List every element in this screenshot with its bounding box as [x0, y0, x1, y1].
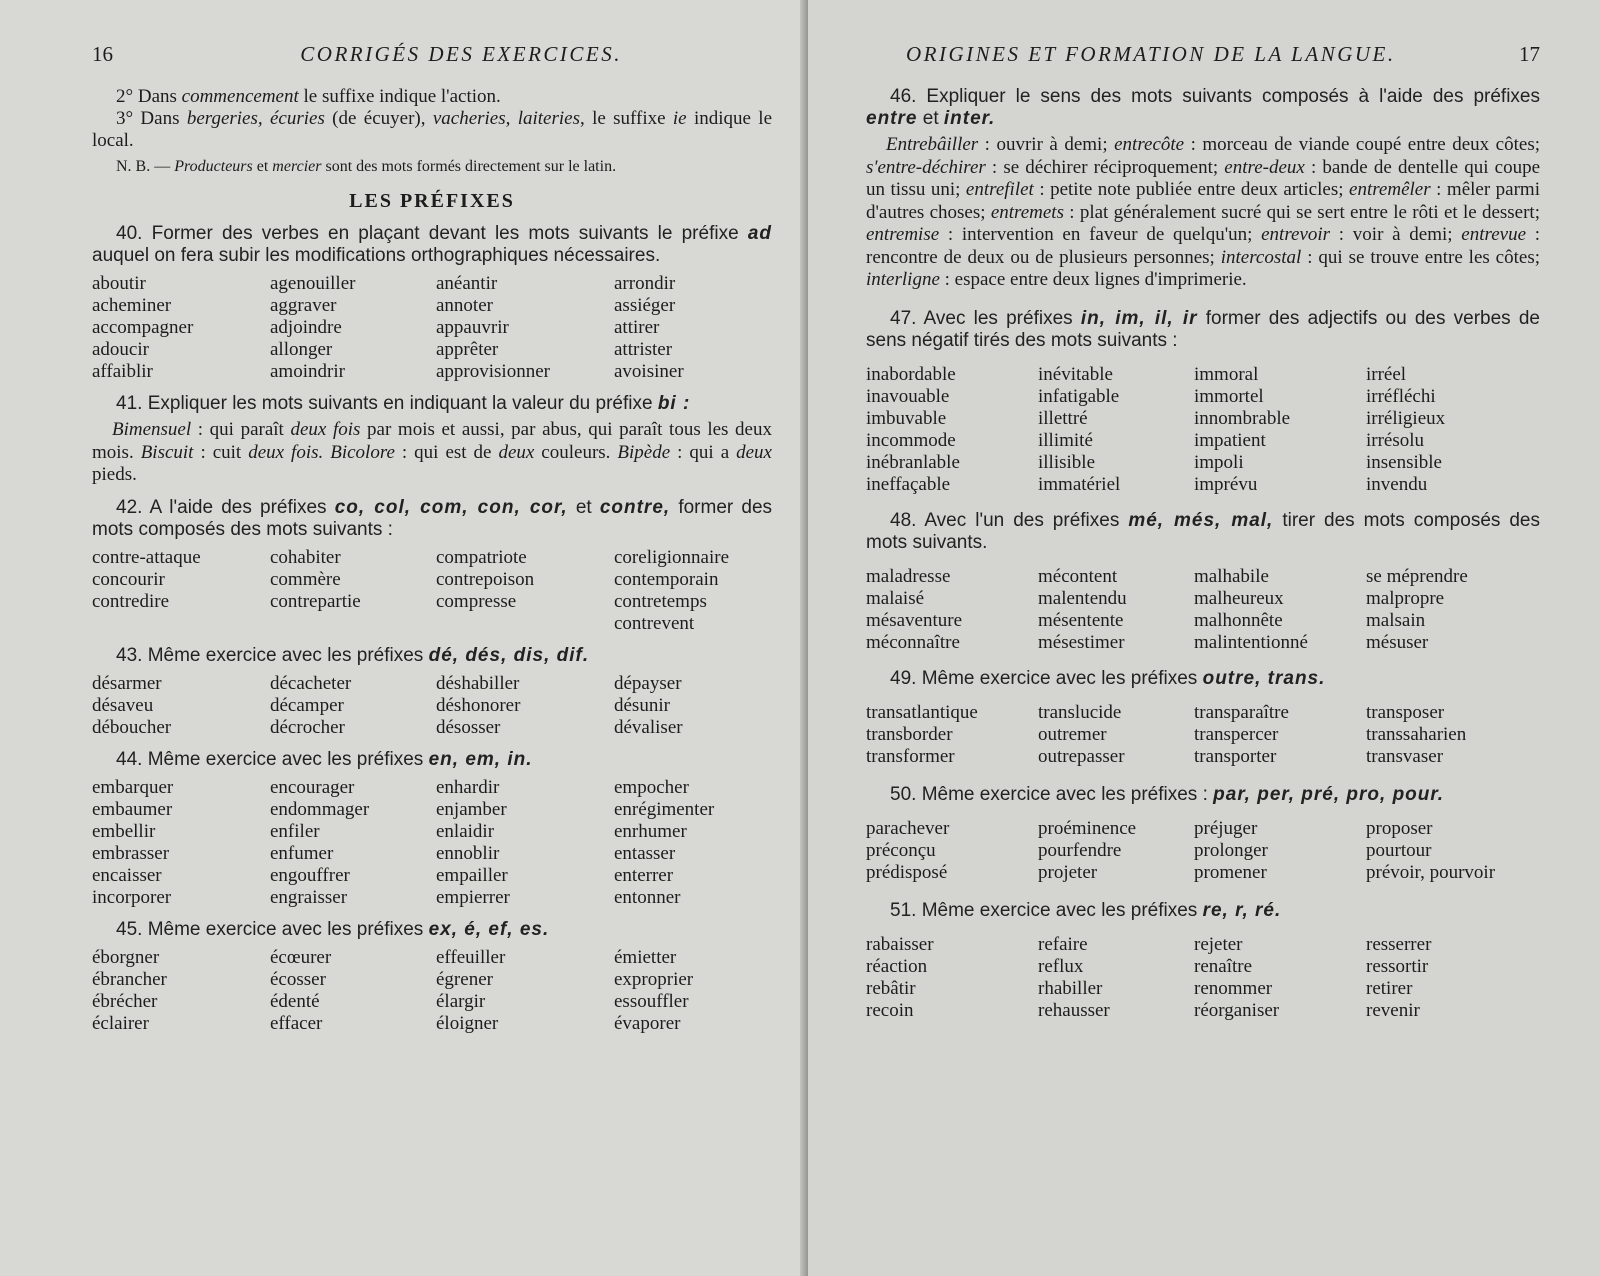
word-item: égrener — [436, 968, 493, 990]
word-item: contrepartie — [270, 590, 361, 612]
word-item: ébrancher — [92, 968, 167, 990]
word-item: engouffrer — [270, 864, 350, 886]
word-item: encaisser — [92, 864, 162, 886]
page-number: 17 — [1519, 42, 1540, 66]
word-item: déshonorer — [436, 694, 521, 716]
word-item: transvaser — [1366, 745, 1444, 767]
word-item: enfiler — [270, 820, 320, 842]
word-item: effacer — [270, 1012, 323, 1034]
right-page — [808, 0, 1600, 1276]
word-item: maladresse — [866, 565, 951, 587]
word-item: compresse — [436, 590, 517, 612]
word-item: malhabile — [1194, 565, 1269, 587]
word-item: rabaisser — [866, 933, 934, 955]
word-item: accompagner — [92, 317, 194, 338]
word-item: embellir — [92, 820, 156, 842]
word-item: ineffaçable — [866, 473, 951, 495]
word-item: illimité — [1038, 429, 1093, 451]
word-item: méconnaître — [866, 631, 960, 653]
exercise-50-words — [866, 818, 1540, 884]
word-item: préjuger — [1194, 817, 1258, 839]
word-column — [92, 547, 270, 635]
word-item: transborder — [866, 723, 953, 745]
word-item: désaveu — [92, 694, 154, 716]
word-item: transpercer — [1194, 723, 1279, 745]
exercise-44-prompt: 44. Même exercice avec les préfixes en, em, in. — [116, 748, 533, 770]
exercise-40-words — [92, 273, 772, 383]
word-item: écœurer — [270, 946, 332, 968]
word-item: amoindrir — [270, 361, 345, 382]
word-item: transatlantique — [866, 701, 978, 723]
word-column — [92, 273, 270, 383]
word-item: pourfendre — [1038, 839, 1122, 861]
word-item: déshabiller — [436, 672, 520, 694]
word-item: décamper — [270, 694, 344, 716]
word-item: impoli — [1194, 451, 1244, 473]
exercise-51-prompt: 51. Même exercice avec les préfixes re, r, ré. — [890, 899, 1282, 921]
word-column — [1038, 818, 1194, 884]
word-item: impatient — [1194, 429, 1266, 451]
word-item: irréligieux — [1366, 407, 1446, 429]
word-item: imprévu — [1194, 473, 1258, 495]
word-item: élargir — [436, 990, 486, 1012]
word-item: décrocher — [270, 716, 345, 738]
word-item: apprêter — [436, 339, 499, 360]
word-item: projeter — [1038, 861, 1098, 883]
word-column — [1366, 818, 1526, 884]
word-item: contre-attaque — [92, 546, 201, 568]
word-column — [1194, 934, 1366, 1022]
word-column — [614, 947, 764, 1035]
running-title: ORIGINES ET FORMATION DE LA LANGUE. — [906, 42, 1396, 66]
word-item: malentendu — [1038, 587, 1127, 609]
word-item: encourager — [270, 776, 355, 798]
word-item: essouffler — [614, 990, 689, 1012]
word-column — [1366, 702, 1526, 768]
word-item: réorganiser — [1194, 999, 1280, 1021]
exercise-49-words — [866, 702, 1540, 768]
word-column — [866, 934, 1038, 1022]
exercise-47-words — [866, 364, 1540, 496]
word-item: enlaidir — [436, 820, 495, 842]
word-item: anéantir — [436, 273, 498, 294]
word-item: embarquer — [92, 776, 174, 798]
word-item: immoral — [1194, 363, 1259, 385]
word-item: évaporer — [614, 1012, 681, 1034]
word-item: promener — [1194, 861, 1267, 883]
exercise-42-words — [92, 547, 772, 635]
word-item: revenir — [1366, 999, 1420, 1021]
word-column — [270, 673, 436, 739]
word-item: rehausser — [1038, 999, 1110, 1021]
word-column — [436, 273, 614, 383]
word-item: insensible — [1366, 451, 1442, 473]
word-item: inavouable — [866, 385, 950, 407]
word-item: cohabiter — [270, 546, 341, 568]
word-column — [866, 702, 1038, 768]
page-number: 16 — [92, 42, 113, 66]
word-column — [866, 566, 1038, 654]
word-item: inévitable — [1038, 363, 1113, 385]
running-title: CORRIGÉS DES EXERCICES. — [300, 42, 622, 66]
word-item: enrégimenter — [614, 798, 715, 820]
word-item: annoter — [436, 295, 493, 316]
word-item: embaumer — [92, 798, 173, 820]
word-item: éclairer — [92, 1012, 149, 1034]
word-item: mécontent — [1038, 565, 1118, 587]
word-item: malheureux — [1194, 587, 1284, 609]
word-item: émietter — [614, 946, 677, 968]
word-item: recoin — [866, 999, 914, 1021]
word-item: entonner — [614, 886, 681, 908]
word-item: désunir — [614, 694, 670, 716]
word-item: approvisionner — [436, 361, 550, 382]
word-item: pourtour — [1366, 839, 1432, 861]
word-item: adjoindre — [270, 317, 342, 338]
right-running-head — [866, 42, 1540, 72]
exercise-41-answer: Bimensuel : qui paraît deux fois par mois et aussi, par abus, qui paraît tous les deux mois. Biscuit : cuit deux fois. Bicolore : qui est de deux couleurs. Bipède : qui a deux pieds. — [92, 419, 772, 485]
exercise-47-prompt: 47. Avec les préfixes in, im, il, ir former des adjectifs ou des verbes de sens négatif tirés des mots suivants : — [866, 307, 1541, 351]
word-column — [1038, 934, 1194, 1022]
word-item: commère — [270, 568, 341, 590]
word-item: édenté — [270, 990, 320, 1012]
word-item: transparaître — [1194, 701, 1289, 723]
word-item: allonger — [270, 339, 333, 360]
word-item: écosser — [270, 968, 326, 990]
word-item: contrevent — [614, 612, 695, 634]
word-item: concourir — [92, 568, 165, 590]
word-item: imbuvable — [866, 407, 947, 429]
word-item: arrondir — [614, 273, 676, 294]
word-item: parachever — [866, 817, 950, 839]
word-column — [1038, 566, 1194, 654]
word-item: immortel — [1194, 385, 1264, 407]
word-item: rejeter — [1194, 933, 1243, 955]
word-item: rebâtir — [866, 977, 916, 999]
word-item: contredire — [92, 590, 170, 612]
word-item: aggraver — [270, 295, 337, 316]
word-item: enjamber — [436, 798, 507, 820]
word-column — [436, 777, 614, 909]
word-item: empailler — [436, 864, 508, 886]
word-item: incorporer — [92, 886, 172, 908]
word-item: assiéger — [614, 295, 676, 316]
word-column — [92, 777, 270, 909]
word-item: outrepasser — [1038, 745, 1125, 767]
word-item: empierrer — [436, 886, 510, 908]
exercise-43-words — [92, 673, 772, 739]
exercise-44-words — [92, 777, 772, 909]
word-column — [270, 777, 436, 909]
word-item: reflux — [1038, 955, 1084, 977]
word-column — [92, 673, 270, 739]
word-item: contemporain — [614, 568, 719, 590]
word-item: incommode — [866, 429, 956, 451]
word-item: prolonger — [1194, 839, 1268, 861]
word-item: refaire — [1038, 933, 1088, 955]
word-column — [270, 273, 436, 383]
word-item: appauvrir — [436, 317, 509, 338]
word-item: contrepoison — [436, 568, 535, 590]
word-column — [436, 947, 614, 1035]
word-item: infatigable — [1038, 385, 1120, 407]
nota-bene: N. B. — Producteurs et mercier sont des mots formés directement sur le latin. — [116, 158, 617, 175]
word-item: attirer — [614, 317, 660, 338]
word-column — [1366, 364, 1526, 496]
word-item: translucide — [1038, 701, 1122, 723]
word-item: inébranlable — [866, 451, 960, 473]
word-item: endommager — [270, 798, 370, 820]
exercise-48-prompt: 48. Avec l'un des préfixes mé, més, mal, tirer des mots composés des mots suivants. — [866, 509, 1540, 553]
word-column — [92, 947, 270, 1035]
word-column — [436, 673, 614, 739]
word-item: effeuiller — [436, 946, 506, 968]
word-item: illettré — [1038, 407, 1088, 429]
word-item: mésentente — [1038, 609, 1124, 631]
word-item: proposer — [1366, 817, 1433, 839]
word-item: entasser — [614, 842, 676, 864]
word-item: affaiblir — [92, 361, 153, 382]
word-column — [1194, 566, 1366, 654]
word-item: dévaliser — [614, 716, 683, 738]
word-item: retirer — [1366, 977, 1413, 999]
word-column — [614, 273, 764, 383]
word-item: ébrécher — [92, 990, 158, 1012]
word-column — [1038, 702, 1194, 768]
word-item: coreligionnaire — [614, 546, 730, 568]
word-item: contretemps — [614, 590, 707, 612]
word-item: rhabiller — [1038, 977, 1103, 999]
word-column — [614, 547, 764, 635]
word-item: resserrer — [1366, 933, 1432, 955]
word-item: mésestimer — [1038, 631, 1125, 653]
word-column — [866, 364, 1038, 496]
word-item: renommer — [1194, 977, 1273, 999]
word-item: acheminer — [92, 295, 172, 316]
word-item: outremer — [1038, 723, 1107, 745]
word-item: dépayser — [614, 672, 682, 694]
word-item: malintentionné — [1194, 631, 1308, 653]
word-item: illisible — [1038, 451, 1095, 473]
word-item: empocher — [614, 776, 689, 798]
word-item: décacheter — [270, 672, 352, 694]
exercise-45-prompt: 45. Même exercice avec les préfixes ex, é, ef, es. — [116, 918, 550, 940]
word-item: mésuser — [1366, 631, 1429, 653]
word-item: enrhumer — [614, 820, 687, 842]
word-item: invendu — [1366, 473, 1428, 495]
word-item: renaître — [1194, 955, 1253, 977]
exercise-51-words — [866, 934, 1540, 1022]
word-item: transporter — [1194, 745, 1277, 767]
word-item: avoisiner — [614, 361, 684, 382]
word-item: enterrer — [614, 864, 674, 886]
word-item: embrasser — [92, 842, 170, 864]
word-column — [270, 947, 436, 1035]
word-item: malaisé — [866, 587, 925, 609]
word-item: se méprendre — [1366, 565, 1468, 587]
word-item: adoucir — [92, 339, 149, 360]
word-item: désarmer — [92, 672, 162, 694]
word-item: transsaharien — [1366, 723, 1467, 745]
exercise-40-prompt: 40. Former des verbes en plaçant devant les mots suivants le préfixe ad auquel on fera subir les modifications orthographiques nécessaires. — [92, 223, 772, 266]
word-column — [614, 777, 764, 909]
word-item: transformer — [866, 745, 955, 767]
word-item: transposer — [1366, 701, 1445, 723]
word-column — [1194, 702, 1366, 768]
word-item: prédisposé — [866, 861, 948, 883]
exercise-46-answer: Entrebâiller : ouvrir à demi; entrecôte : morceau de viande coupé entre deux côtes; s'entre-déchirer : se déchirer réciproquement; entre-deux : bande de dentelle qui coupe un tissu uni; entrefilet : petite note publiée entre deux articles; entremêler : mêler parmi d'autres choses; entremets : plat généralement sucré qui se sert entre le rôti et le dessert; entremise : intervention en faveur de quelqu'un; entrevoir : voir à demi; entrevue : rencontre de deux ou de plusieurs personnes; intercostal : qui se trouve entre les côtes; interligne : espace entre deux lignes d'imprimerie. — [866, 134, 1541, 290]
exercise-45-words — [92, 947, 772, 1035]
word-item: éborgner — [92, 946, 160, 968]
word-item: mésaventure — [866, 609, 963, 631]
word-item: ressortir — [1366, 955, 1429, 977]
word-item: préconçu — [866, 839, 936, 861]
word-item: déboucher — [92, 716, 172, 738]
word-item: prévoir, pourvoir — [1366, 861, 1496, 883]
word-item: malpropre — [1366, 587, 1445, 609]
intro-line: 3° Dans bergeries, écuries (de écuyer), vacheries, laiteries, le suffixe ie indique le local. — [92, 108, 773, 151]
word-item: éloigner — [436, 1012, 499, 1034]
word-column — [1366, 934, 1526, 1022]
word-item: malsain — [1366, 609, 1426, 631]
word-item: enhardir — [436, 776, 500, 798]
exercise-49-prompt: 49. Même exercice avec les préfixes outre, trans. — [890, 667, 1326, 689]
word-column — [866, 818, 1038, 884]
word-column — [1366, 566, 1526, 654]
word-item: immatériel — [1038, 473, 1121, 495]
word-item: engraisser — [270, 886, 348, 908]
word-item: attrister — [614, 339, 673, 360]
word-item: ennoblir — [436, 842, 500, 864]
left-running-head — [92, 42, 772, 72]
word-column — [1194, 818, 1366, 884]
word-item: aboutir — [92, 273, 146, 294]
exercise-50-prompt: 50. Même exercice avec les préfixes : par, per, pré, pro, pour. — [890, 783, 1445, 805]
word-column — [270, 547, 436, 635]
word-item: irrésolu — [1366, 429, 1425, 451]
word-item: irréel — [1366, 363, 1407, 385]
intro-line: 2° Dans commencement le suffixe indique l'action. — [116, 86, 501, 107]
word-column — [436, 547, 614, 635]
exercise-48-words — [866, 566, 1540, 654]
exercise-43-prompt: 43. Même exercice avec les préfixes dé, dés, dis, dif. — [116, 644, 590, 666]
word-item: compatriote — [436, 546, 527, 568]
section-title: LES PRÉFIXES — [349, 190, 515, 212]
word-item: désosser — [436, 716, 501, 738]
word-column — [614, 673, 764, 739]
word-column — [1194, 364, 1366, 496]
word-item: réaction — [866, 955, 928, 977]
word-item: malhonnête — [1194, 609, 1283, 631]
exercise-41-prompt: 41. Expliquer les mots suivants en indiquant la valeur du préfixe bi : — [116, 393, 691, 414]
word-item: irréfléchi — [1366, 385, 1436, 407]
word-column — [1038, 364, 1194, 496]
word-item: inabordable — [866, 363, 956, 385]
exercise-42-prompt: 42. A l'aide des préfixes co, col, com, con, cor, et contre, former des mots composés des mots suivants : — [92, 496, 773, 540]
word-item: exproprier — [614, 968, 694, 990]
word-item: enfumer — [270, 842, 334, 864]
exercise-46-prompt: 46. Expliquer le sens des mots suivants composés à l'aide des préfixes entre et inter. — [866, 86, 1540, 129]
word-item: agenouiller — [270, 273, 356, 294]
word-item: proéminence — [1038, 817, 1137, 839]
word-item: innombrable — [1194, 407, 1291, 429]
